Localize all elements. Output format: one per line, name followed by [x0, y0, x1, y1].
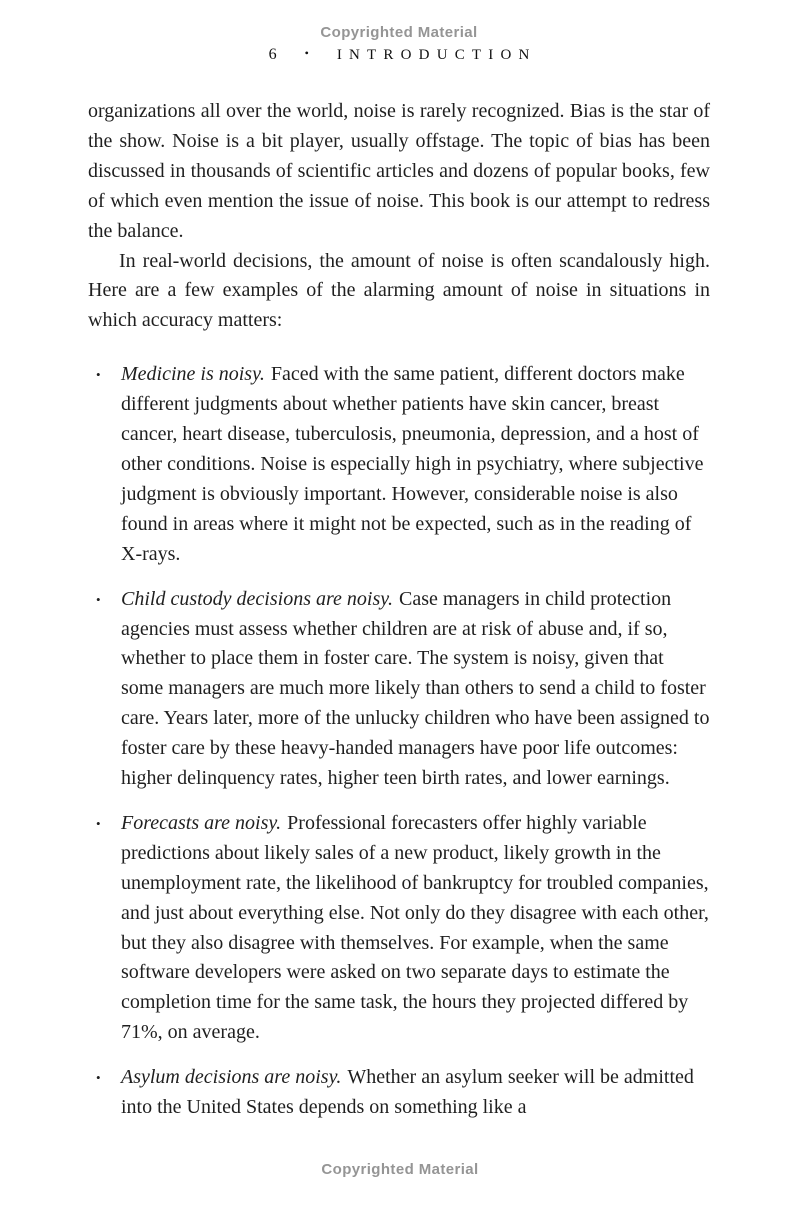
bullet-text: Whether an asylum seeker will be admitted into the United States depends on something like a: [121, 1066, 694, 1119]
bullet-lead: Asylum decisions are noisy.: [121, 1066, 342, 1089]
bullet-lead: Child custody decisions are noisy.: [121, 587, 394, 610]
list-item-asylum: [88, 1063, 710, 1123]
page-number: 6: [268, 46, 277, 63]
separator-dot-icon: •: [304, 46, 309, 60]
body-text: [88, 97, 710, 1123]
copyright-watermark-top: Copyrighted Material: [320, 24, 478, 41]
paragraph-examples-intro: In real-world decisions, the amount of noise is often scandalously high. Here are a few examples of the alarming amount of noise in situations in which accuracy matters:: [88, 249, 710, 332]
bullet-text: Faced with the same patient, different doctors make different judgments about whether patients have skin cancer, breast cancer, heart disease, tuberculosis, pneumonia, depression, and a host of other conditions. Noise is especially high in psychiatry, where subjective judgment is obviously important. However, considerable noise is also found in areas where it might not be expected, such as in the reading of X-rays.: [121, 363, 704, 565]
bullet-icon: •: [96, 815, 101, 831]
section-title: INTRODUCTION: [336, 47, 537, 63]
running-head: [88, 46, 710, 64]
paragraph-continuation: organizations all over the world, noise is rarely recognized. Bias is the star of the show. Noise is a bit player, usually offstage. The topic of bias has been discussed in thousands of scientific articles and dozens of popular books, few of which even mention the issue of noise. This book is our attempt to redress the balance.: [88, 100, 710, 242]
bullet-text: Professional forecasters offer highly variable predictions about likely sales of a new product, likely growth in the unemployment rate, the likelihood of bankruptcy for troubled companies, and just about everything else. Not only do they disagree with each other, but they also disagree with themselves. For example, when the same software developers were asked on two separate days to estimate the completion time for the same task, the hours they projected differed by 71%, on average.: [121, 811, 709, 1044]
bullet-lead: Forecasts are noisy.: [121, 811, 282, 834]
list-item-forecasts: [88, 809, 710, 1048]
bullet-lead: Medicine is noisy.: [121, 363, 265, 386]
list-item-child-custody: [88, 585, 710, 794]
bullet-icon: •: [96, 367, 101, 383]
bullet-icon: •: [96, 1070, 101, 1086]
bullet-icon: •: [96, 591, 101, 607]
list-item-medicine: [88, 360, 710, 569]
noise-examples-list: [88, 360, 710, 1123]
copyright-watermark-bottom: Copyrighted Material: [321, 1161, 479, 1178]
bullet-text: Case managers in child protection agencies must assess whether children are at risk of abuse and, if so, whether to place them in foster care. The system is noisy, given that some managers are much more likely than others to send a child to foster care. Years later, more of the unlucky children who have been assigned to foster care by these heavy-handed managers have poor life outcomes: higher delinquency rates, higher teen birth rates, and lower earnings.: [121, 587, 710, 790]
